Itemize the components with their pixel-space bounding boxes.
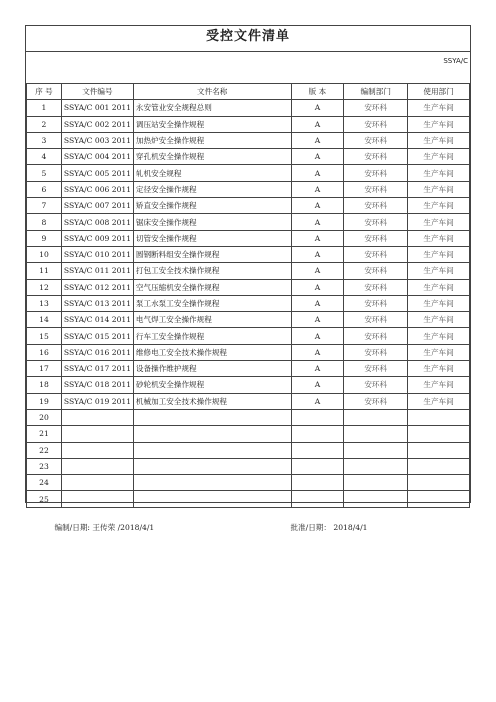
version: A xyxy=(291,361,344,377)
doc-number: SSYA/C 002 2011 xyxy=(61,116,133,132)
using-dept xyxy=(408,475,470,491)
doc-number: SSYA/C 018 2011 xyxy=(61,377,133,393)
doc-name: 矫直安全操作规程 xyxy=(133,198,291,214)
table-row xyxy=(27,263,470,279)
row-index: 2 xyxy=(27,116,62,132)
doc-number xyxy=(61,475,133,491)
doc-name: 电气焊工安全操作规程 xyxy=(133,312,291,328)
compiling-dept xyxy=(344,442,408,458)
compiling-dept xyxy=(344,409,408,425)
using-dept: 生产车间 xyxy=(408,246,470,262)
doc-number xyxy=(61,442,133,458)
table-row xyxy=(27,246,470,262)
doc-number: SSYA/C 015 2011 xyxy=(61,328,133,344)
compiling-dept: 安环科 xyxy=(344,361,408,377)
doc-code: SSYA/C xyxy=(26,51,470,84)
version xyxy=(291,458,344,474)
doc-number: SSYA/C 004 2011 xyxy=(61,149,133,165)
table-row xyxy=(27,149,470,165)
footer-row xyxy=(27,507,470,548)
doc-name xyxy=(133,491,291,507)
table-row xyxy=(27,116,470,132)
table-row xyxy=(27,393,470,409)
compiling-dept: 安环科 xyxy=(344,149,408,165)
doc-number: SSYA/C 012 2011 xyxy=(61,279,133,295)
version xyxy=(291,409,344,425)
table-header-row xyxy=(27,84,470,100)
doc-number xyxy=(61,458,133,474)
doc-number: SSYA/C 005 2011 xyxy=(61,165,133,181)
version: A xyxy=(291,328,344,344)
compiling-dept: 安环科 xyxy=(344,263,408,279)
row-index: 9 xyxy=(27,230,62,246)
version xyxy=(291,475,344,491)
row-index: 20 xyxy=(27,409,62,425)
header-doc-name: 文件名称 xyxy=(133,84,291,100)
using-dept: 生产车间 xyxy=(408,377,470,393)
version: A xyxy=(291,181,344,197)
version: A xyxy=(291,198,344,214)
using-dept: 生产车间 xyxy=(408,132,470,148)
row-index: 7 xyxy=(27,198,62,214)
compiling-dept xyxy=(344,458,408,474)
compiling-dept: 安环科 xyxy=(344,344,408,360)
using-dept: 生产车间 xyxy=(408,279,470,295)
row-index: 4 xyxy=(27,149,62,165)
compiling-dept xyxy=(344,426,408,442)
using-dept: 生产车间 xyxy=(408,181,470,197)
row-index: 24 xyxy=(27,475,62,491)
doc-name: 锯床安全操作规程 xyxy=(133,214,291,230)
compiling-dept: 安环科 xyxy=(344,165,408,181)
row-index: 3 xyxy=(27,132,62,148)
doc-number: SSYA/C 017 2011 xyxy=(61,361,133,377)
row-index: 16 xyxy=(27,344,62,360)
row-index: 23 xyxy=(27,458,62,474)
version: A xyxy=(291,344,344,360)
using-dept: 生产车间 xyxy=(408,149,470,165)
version xyxy=(291,491,344,507)
version: A xyxy=(291,132,344,148)
table-row xyxy=(27,475,470,491)
version xyxy=(291,442,344,458)
row-index: 11 xyxy=(27,263,62,279)
doc-name xyxy=(133,475,291,491)
table-row xyxy=(27,230,470,246)
doc-name: 定径安全操作规程 xyxy=(133,181,291,197)
version xyxy=(291,426,344,442)
header-using-dept: 使用部门 xyxy=(408,84,470,100)
table-row xyxy=(27,214,470,230)
doc-number: SSYA/C 001 2011 xyxy=(61,100,133,116)
controlled-document-list xyxy=(25,25,471,533)
using-dept xyxy=(408,458,470,474)
doc-number xyxy=(61,491,133,507)
doc-number: SSYA/C 013 2011 xyxy=(61,295,133,311)
row-index: 19 xyxy=(27,393,62,409)
doc-name: 加热炉安全操作规程 xyxy=(133,132,291,148)
row-index: 21 xyxy=(27,426,62,442)
compiling-dept: 安环科 xyxy=(344,279,408,295)
doc-name: 设备操作维护规程 xyxy=(133,361,291,377)
doc-number: SSYA/C 016 2011 xyxy=(61,344,133,360)
table-row xyxy=(27,198,470,214)
header-version: 版 本 xyxy=(291,84,344,100)
compiling-dept: 安环科 xyxy=(344,377,408,393)
row-index: 10 xyxy=(27,246,62,262)
using-dept: 生产车间 xyxy=(408,165,470,181)
compiling-dept: 安环科 xyxy=(344,230,408,246)
row-index: 12 xyxy=(27,279,62,295)
doc-number xyxy=(61,409,133,425)
row-index: 8 xyxy=(27,214,62,230)
approved-by: 批准/日期： 2018/4/1 xyxy=(290,523,368,533)
using-dept xyxy=(408,426,470,442)
doc-name: 调压站安全操作规程 xyxy=(133,116,291,132)
row-index: 22 xyxy=(27,442,62,458)
compiling-dept: 安环科 xyxy=(344,181,408,197)
table-row xyxy=(27,165,470,181)
doc-name: 圆钢断料组安全操作规程 xyxy=(133,246,291,262)
doc-name: 机械加工安全技术操作规程 xyxy=(133,393,291,409)
doc-name: 切管安全操作规程 xyxy=(133,230,291,246)
row-index: 18 xyxy=(27,377,62,393)
doc-number: SSYA/C 010 2011 xyxy=(61,246,133,262)
version: A xyxy=(291,230,344,246)
version: A xyxy=(291,377,344,393)
using-dept: 生产车间 xyxy=(408,263,470,279)
row-index: 1 xyxy=(27,100,62,116)
compiling-dept: 安环科 xyxy=(344,198,408,214)
doc-name: 维修电工安全技术操作规程 xyxy=(133,344,291,360)
row-index: 25 xyxy=(27,491,62,507)
using-dept: 生产车间 xyxy=(408,230,470,246)
doc-name: 打包工安全技术操作规程 xyxy=(133,263,291,279)
using-dept: 生产车间 xyxy=(408,214,470,230)
header-index: 序 号 xyxy=(27,84,62,100)
using-dept: 生产车间 xyxy=(408,393,470,409)
using-dept: 生产车间 xyxy=(408,344,470,360)
compiling-dept xyxy=(344,491,408,507)
compiling-dept: 安环科 xyxy=(344,214,408,230)
doc-name: 行车工安全操作规程 xyxy=(133,328,291,344)
compiling-dept: 安环科 xyxy=(344,246,408,262)
using-dept xyxy=(408,409,470,425)
doc-name: 泵工水泵工安全操作规程 xyxy=(133,295,291,311)
table-row xyxy=(27,295,470,311)
table-row xyxy=(27,312,470,328)
table-row xyxy=(27,344,470,360)
doc-number: SSYA/C 007 2011 xyxy=(61,198,133,214)
row-index: 15 xyxy=(27,328,62,344)
table-row xyxy=(27,181,470,197)
table-row xyxy=(27,377,470,393)
doc-name: 永安管业安全规程总则 xyxy=(133,100,291,116)
table-row xyxy=(27,442,470,458)
version: A xyxy=(291,393,344,409)
compiling-dept xyxy=(344,475,408,491)
version: A xyxy=(291,214,344,230)
doc-name xyxy=(133,442,291,458)
table-row xyxy=(27,426,470,442)
doc-number: SSYA/C 009 2011 xyxy=(61,230,133,246)
compiling-dept: 安环科 xyxy=(344,312,408,328)
header-doc-number: 文件编号 xyxy=(61,84,133,100)
doc-name xyxy=(133,409,291,425)
compiled-by: 编制/日期: 王传荣 /2018/4/1 xyxy=(54,523,155,533)
header-compiling-dept: 编制部门 xyxy=(344,84,408,100)
using-dept xyxy=(408,491,470,507)
doc-name: 穿孔机安全操作规程 xyxy=(133,149,291,165)
version: A xyxy=(291,165,344,181)
row-index: 6 xyxy=(27,181,62,197)
table-row xyxy=(27,100,470,116)
row-index: 5 xyxy=(27,165,62,181)
table-row xyxy=(27,279,470,295)
doc-number xyxy=(61,426,133,442)
table-row xyxy=(27,491,470,507)
document-table xyxy=(26,83,470,548)
table-row xyxy=(27,132,470,148)
version: A xyxy=(291,116,344,132)
compiling-dept: 安环科 xyxy=(344,295,408,311)
doc-number: SSYA/C 011 2011 xyxy=(61,263,133,279)
compiling-dept: 安环科 xyxy=(344,328,408,344)
using-dept: 生产车间 xyxy=(408,328,470,344)
compiling-dept: 安环科 xyxy=(344,116,408,132)
doc-number: SSYA/C 006 2011 xyxy=(61,181,133,197)
table-row xyxy=(27,361,470,377)
table-row xyxy=(27,328,470,344)
doc-number: SSYA/C 008 2011 xyxy=(61,214,133,230)
page-title: 受控文件清单 xyxy=(205,29,290,44)
version: A xyxy=(291,100,344,116)
table-row xyxy=(27,409,470,425)
row-index: 13 xyxy=(27,295,62,311)
doc-name: 砂轮机安全操作规程 xyxy=(133,377,291,393)
version: A xyxy=(291,149,344,165)
using-dept xyxy=(408,442,470,458)
doc-name: 空气压缩机安全操作规程 xyxy=(133,279,291,295)
doc-number: SSYA/C 019 2011 xyxy=(61,393,133,409)
row-index: 17 xyxy=(27,361,62,377)
doc-name: 轧机安全规程 xyxy=(133,165,291,181)
table-row xyxy=(27,458,470,474)
row-index: 14 xyxy=(27,312,62,328)
doc-name xyxy=(133,458,291,474)
version: A xyxy=(291,312,344,328)
compiling-dept: 安环科 xyxy=(344,132,408,148)
version: A xyxy=(291,295,344,311)
version: A xyxy=(291,263,344,279)
doc-number: SSYA/C 014 2011 xyxy=(61,312,133,328)
using-dept: 生产车间 xyxy=(408,295,470,311)
using-dept: 生产车间 xyxy=(408,116,470,132)
using-dept: 生产车间 xyxy=(408,312,470,328)
using-dept: 生产车间 xyxy=(408,100,470,116)
using-dept: 生产车间 xyxy=(408,198,470,214)
using-dept: 生产车间 xyxy=(408,361,470,377)
version: A xyxy=(291,279,344,295)
doc-number: SSYA/C 003 2011 xyxy=(61,132,133,148)
compiling-dept: 安环科 xyxy=(344,393,408,409)
compiling-dept: 安环科 xyxy=(344,100,408,116)
version: A xyxy=(291,246,344,262)
doc-name xyxy=(133,426,291,442)
